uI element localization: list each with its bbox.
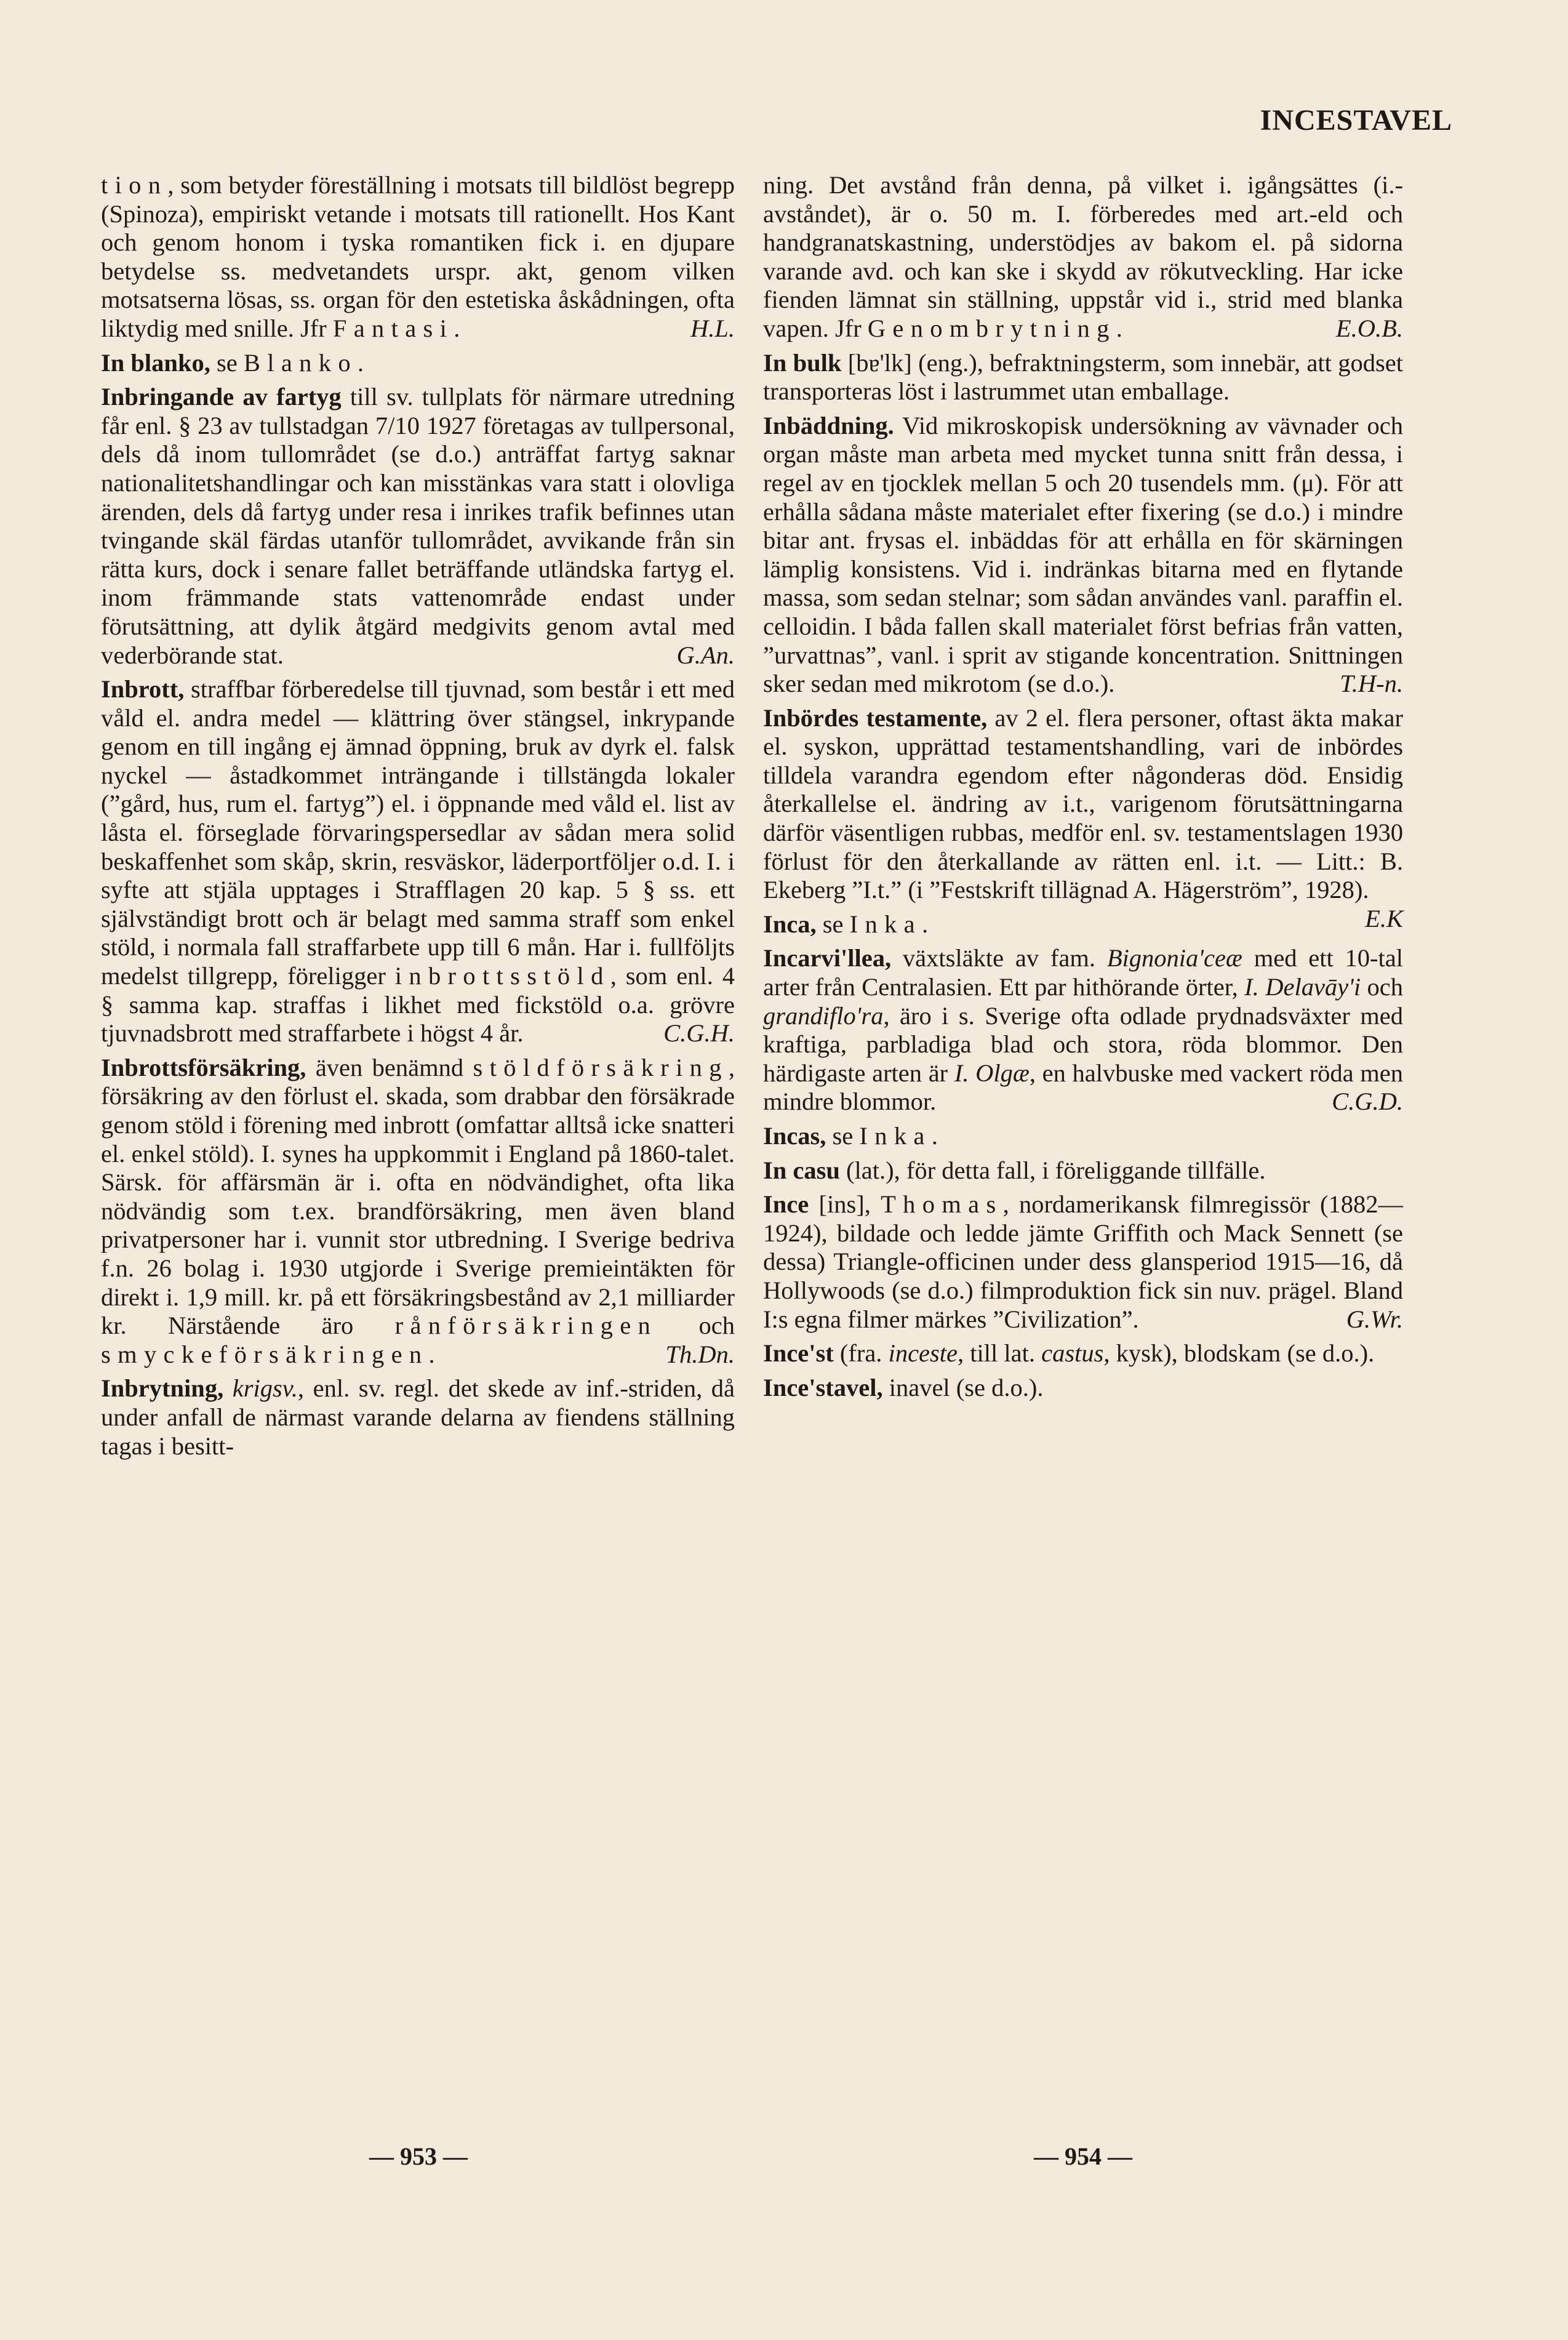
entry-inbrottsforsakring [101,1054,735,1369]
entry-text: [bɐ'lk] (eng.), befraktningsterm, som innebär, att godset transporteras löst i lastrummet utan emballage. [763,348,1403,406]
entry-text: inbrottsstöld [394,962,610,990]
entry-text: (lat.), för detta fall, i föreliggande tillfälle. [839,1156,1266,1184]
author-signature: E.O.B. [1335,314,1403,342]
running-head: INCESTAVEL [1260,104,1452,137]
entry-text: Genombrytning [867,314,1116,342]
entry-text: , äro i s. Sverige ofta odlade prydnadsväxter med kraftiga, parbladiga blad och stora, röda blommor. Den härdigaste arten är [763,1001,1403,1087]
author-signature: C.G.D. [1332,1088,1403,1116]
entry-text: Inka [859,1122,932,1150]
entry-inca [763,910,1403,939]
entry-text: krigsv. [232,1374,298,1403]
left-column [101,171,735,1466]
entry-text: stöldförsäkring [473,1053,729,1081]
headword: Ince [763,1190,809,1219]
entry-text: Fantasi [332,314,454,342]
entry-text: tion [101,171,168,199]
entry-text: och [657,1312,735,1340]
headword: Inbrytning, [101,1374,224,1403]
entry-cont [101,171,735,343]
headword: Inbrott, [101,675,185,703]
entry-incarvillea [763,944,1403,1116]
entry-text: inavel (se d.o.). [882,1373,1044,1401]
entry-cont2 [763,171,1403,343]
entry-text: I. Olgæ [954,1059,1030,1087]
entry-text: ning. Det avstånd från denna, på vilket i. igångsättes (i.-avståndet), är o. 50 m. I. förberedes med art.-eld och handgranatskastning, understödjes av bakom el. på sidorna varande avd. och kan ske i skydd av rökutveckling. Har icke fienden lämnat sin ställning, uppstår vid i., strid med blanka vapen. Jfr [763,171,1403,342]
entry-text: . [921,910,929,938]
entry-text: Bignonia'ceæ [1106,944,1242,972]
headword: Inbrottsförsäkring, [101,1053,306,1081]
entry-inbringande [101,383,735,670]
entry-text: . [357,348,364,377]
page-number-left: — 953 — [369,2142,468,2170]
entry-text: . [931,1122,938,1150]
entry-text: , som betyder föreställning i motsats till bildlöst begrepp (Spinoza), empiriskt vetande i motsats till rationellt. Hos Kant och genom honom i tyska romantiken fick i. en djupare betydelse ss. medvetandets urspr. akt, genom vilken motsatserna lösas, ss. organ för den estetiska åskådningen, ofta liktydig med snille. Jfr [101,171,735,342]
entry-text: Thomas [881,1190,1003,1219]
entry-text: smyckeförsäkringen [101,1340,429,1368]
headword: In bulk [763,348,842,377]
headword: Ince'stavel, [763,1373,883,1401]
entry-text: Inka [849,910,922,938]
entry-incest [763,1339,1403,1368]
headword: In blanko, [101,348,210,377]
entry-text: se [210,348,244,377]
author-signature: G.Wr. [1346,1305,1403,1333]
entry-text: växtsläkte av fam. [891,944,1107,972]
headword: In casu [763,1156,840,1184]
entry-text: även benämnd [306,1053,473,1081]
entry-text: . [1116,314,1122,342]
entry-text: I. Delavāy'i [1244,973,1361,1001]
entry-in-blanko [101,349,735,378]
entry-text: till sv. tullplats för närmare utredning får enl. § 23 av tullstadgan 7/10 1927 företagas av tullpersonal, dels då inom tullområdet (se d.o.) anträffat fartyg saknar nationalitetshandlingar och kan misstänkas vara statt i olovliga ärenden, dels då fartyg under resa i inrikes trafik befinnes utan tvingande skäl färdas utanför tullområdet, avvikande från sin rätta kurs, dock i senare fallet beträffande utländska fartyg el. inom främmande stats vattenområde endast under förutsättning, att dylik åtgärd medgivits genom avtal med vederbörande stat. [101,383,735,669]
entry-text: , som enl. 4 § samma kap. straffas i likhet med fickstöld o.a. grövre tjuvnadsbrott med straffarbete i högst 4 år. [101,962,735,1048]
entry-inbrytning [101,1374,735,1460]
headword: Inbäddning. [763,411,894,439]
entry-text: se [826,1122,860,1150]
headword: Incas, [763,1122,826,1150]
entry-text: . [428,1340,435,1368]
author-signature: T.H-n. [1340,670,1403,698]
entry-incestavel [763,1374,1403,1403]
entry-inbaddning [763,412,1403,699]
entry-text: , enl. sv. regl. det skede av inf.-striden, då under anfall de närmast varande delarna av fiendens ställning tagas i besitt- [101,1374,735,1460]
entry-text: av 2 el. flera personer, oftast äkta makar el. syskon, upprättad testamentshandling, vari de inbördes tilldela varandra egendom efter någonderas död. Ensidig återkallelse el. ändring av i.t., varigenom förutsättningarna därför väsentligen rubbas, medför enl. sv. testamentslagen 1930 förlust för den återkallande av rätten enl. i.t. — Litt.: B. Ekeberg ”I.t.” (i ”Festskrift tillägnad A. Hägerström”, 1928). [763,703,1403,904]
entry-text: och [1361,973,1404,1001]
headword: Inbringande av fartyg [101,383,342,411]
entry-text: , försäkring av den förlust el. skada, som drabbar den försäkrade genom stöld i förening med inbrott (omfattar alltså icke snatteri el. enkel stöld). I. synes ha uppkommit i England på 1860-talet. Särsk. för affärsmän är i. ofta en nödvändighet, ofta lika nödvändig som t.ex. brandförsäkring, men även bland privatpersoner har i. vunnit stor utbredning. I Sverige bedriva f.n. 26 bolag i. 1930 utgjorde i Sverige premieintäkten för direkt i. 1,9 mill. kr. på ett försäkringsbestånd av 2,1 milliarder kr. Närstående äro [101,1053,735,1340]
headword: Incarvi'llea, [763,944,892,972]
entry-text: (fra. [833,1339,889,1368]
entry-text: , till lat. [958,1339,1042,1368]
entry-text: rånförsäkringen [394,1312,658,1340]
author-signature: G.An. [676,641,735,669]
author-signature: H.L. [690,314,735,342]
right-column [763,171,1403,1408]
page-number-right: — 954 — [1034,2142,1132,2170]
entry-in-bulk [763,349,1403,406]
entry-text: [ins], [809,1190,881,1219]
entry-text: . [454,314,460,342]
entry-text: , en halvbuske med vackert röda men mindre blommor. [763,1059,1404,1116]
entry-text: med ett 10-tal arter från Centralasien. Ett par hithörande örter, [763,944,1403,1001]
author-signature: E.K [1365,904,1403,932]
headword: Inbördes testamente, [763,703,988,732]
entry-text: , nordamerikansk filmregissör (1882—1924), bildade och ledde jämte Griffith och Mack Sennett (se dessa) Triangle-officinen under dess glansperiod 1915—16, då Hollywoods (se d.o.) filmproduktion fick sin nuv. prägel. Bland I:s egna filmer märkes ”Civilization”. [763,1190,1403,1333]
entry-text: grandiflo'ra [763,1001,884,1030]
entry-text: straffbar förberedelse till tjuvnad, som består i ett med våld el. andra medel — klättring över stängsel, inkrypande genom en till ingång ej ämnad öppning, bruk av dyrk el. falsk nyckel — åstadkommet inträngande i tillstängda lokaler (”gård, hus, rum el. fartyg”) el. i öppnande med våld el. list av låsta el. förseglade förvaringspersedlar av sådan mera solid beskaffenhet som skåp, skrin, resväskor, läderportföljer o.d. I. i syfte att stjäla upptages i Strafflagen 20 kap. 5 § ss. ett självständigt brott och är belagt med samma straff som enkel stöld, i normala fall straffarbete upp till 6 mån. Har i. fullföljts medelst tillgrepp, föreligger [101,675,735,990]
entry-text [223,1374,233,1402]
entry-ince [763,1190,1403,1334]
entry-incas [763,1122,1403,1151]
entry-inbrott [101,675,735,1048]
author-signature: Th.Dn. [665,1340,735,1368]
author-signature: C.G.H. [663,1019,735,1048]
entry-text: Blanko [243,348,358,377]
headword: Ince'st [763,1339,834,1368]
entry-text: inceste [888,1339,958,1368]
entry-text: castus [1041,1339,1104,1368]
entry-in-casu [763,1156,1403,1185]
entry-text: Vid mikroskopisk undersökning av vävnader och organ måste man arbeta med mycket tunna snitt från dessa, i regel av en tjocklek mellan 5 och 20 tusendels mm. (μ). För att erhålla sådana måste materialet efter fixering (se d.o.) i mindre bitar ant. frysas el. inbäddas för att erhålla en för skärningen lämplig konsistens. Vid i. indränkas bitarna med en flytande massa, som sedan stelnar; som sådan användes vanl. paraffin el. celloidin. I båda fallen skall materialet först befrias från vatten, ”urvattnas”, vanl. i sprit av stigande koncentration. Snittningen sker sedan med mikrotom (se d.o.). [763,411,1403,698]
headword: Inca, [763,910,817,938]
entry-text: , kysk), blodskam (se d.o.). [1103,1339,1375,1368]
entry-text: se [816,910,850,938]
